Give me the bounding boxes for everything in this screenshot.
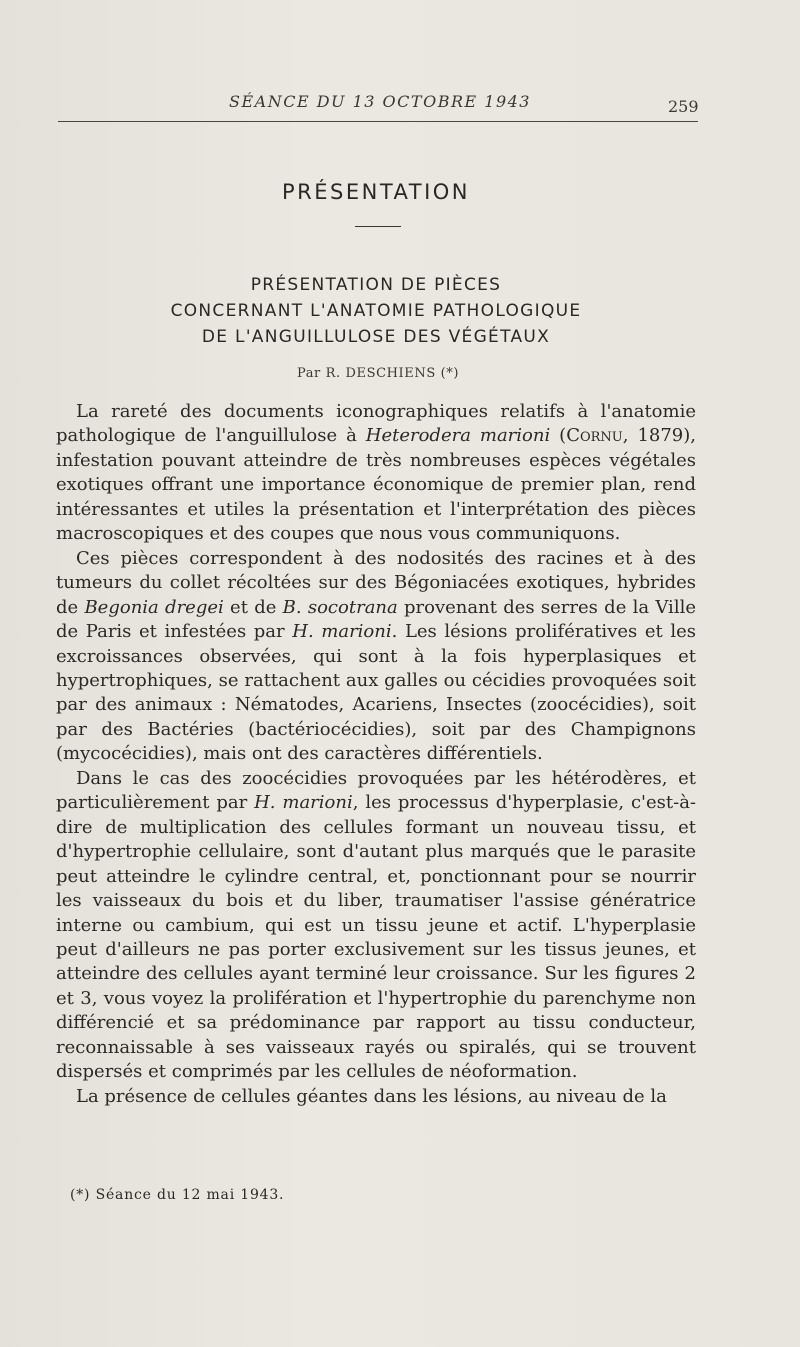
article-title	[0, 272, 752, 350]
paragraph	[56, 547, 696, 767]
text-run: (	[550, 425, 567, 447]
text-run: provenant des serres de la Ville de Paris et infestées par	[56, 596, 696, 643]
text-run: Ces pièces correspondent à des nodosités des racines et à des tumeurs du collet récoltées sur des Bégoniacées exotiques, hybrides de	[56, 547, 696, 618]
text-run: et de	[223, 596, 283, 618]
text-run: , les processus d'hyperplasie, c'est-à-dire de multiplication des cellules formant un nouveau tissu, et d'hypertrophie cellulaire, sont d'autant plus marqués que le parasite peut atteindre le cylindre central, et, ponctionnant pour se nourrir les vaisseaux du bois et du liber, traumatiser l'assise génératrice interne ou cambium, qui est un tissu jeune et actif. L'hyperplasie peut d'ailleurs ne pas porter exclusivement sur les tissus jeunes, et atteindre des cellules ayant terminé leur croissance. Sur les figures 2 et 3, vous voyez la prolifération et l'hypertrophie du parenchyme non différencié et sa prédominance par rapport au tissu conducteur, reconnaissable à ses vaisseaux rayés ou spiralés, qui se trouvent dispersés et comprimés par les cellules de néoformation.	[56, 792, 697, 1083]
article-title-line: CONCERNANT L'ANATOMIE PATHOLOGIQUE	[170, 301, 582, 321]
text-run: , 1879), infestation pouvant atteindre de très nombreuses espèces végétales exotiques offrant une importance économique de premier plan, rend intéressantes et utiles la présentation et l'interprétation des pièces macroscopiques et des coupes que nous vous communiquons.	[56, 425, 697, 545]
text-run: La présence de cellules géantes dans les lésions, au niveau de la	[76, 1085, 667, 1107]
article-body	[56, 400, 696, 1109]
section-title: PRÉSENTATION	[281, 180, 471, 204]
running-head: SÉANCE DU 13 OCTOBRE 1943	[229, 92, 531, 111]
byline: Par R. DESCHIENS (*)	[296, 366, 460, 381]
text-run: . Les lésions prolifératives et les excroissances observées, qui sont à la fois hyperplasiques et hypertrophiques, se rattachent aux galles ou cécidies provoquées soit par des animaux : Nématodes, Acariens, Insectes (zoocécidies), soit par des Bactéries (bactériocécidies), soit par des Champignons (mycocécidies), mais ont des caractères différentiels.	[56, 621, 696, 765]
paragraph	[56, 767, 696, 1085]
paragraph	[56, 400, 696, 547]
page-number: 259	[668, 97, 699, 116]
italic-species: B. socotrana	[282, 596, 398, 618]
italic-species: H. marioni	[292, 621, 392, 643]
header-rule	[58, 121, 698, 122]
section-divider	[355, 226, 401, 227]
footnote: (*) Séance du 12 mai 1943.	[70, 1187, 285, 1203]
italic-species: H. marioni	[254, 792, 353, 814]
paragraph	[56, 1085, 696, 1109]
italic-species: Heterodera marioni	[365, 425, 551, 447]
italic-species: Begonia dregei	[84, 596, 224, 618]
article-title-line: PRÉSENTATION DE PIÈCES	[250, 275, 502, 295]
text-run: La rareté des documents iconographiques relatifs à l'anatomie pathologique de l'anguillulose à	[56, 401, 696, 447]
author-citation: Cornu	[566, 425, 623, 447]
text-run: Dans le cas des zoocécidies provoquées par les hétérodères, et particulièrement par	[56, 767, 696, 814]
article-title-line: DE L'ANGUILLULOSE DES VÉGÉTAUX	[201, 327, 551, 347]
